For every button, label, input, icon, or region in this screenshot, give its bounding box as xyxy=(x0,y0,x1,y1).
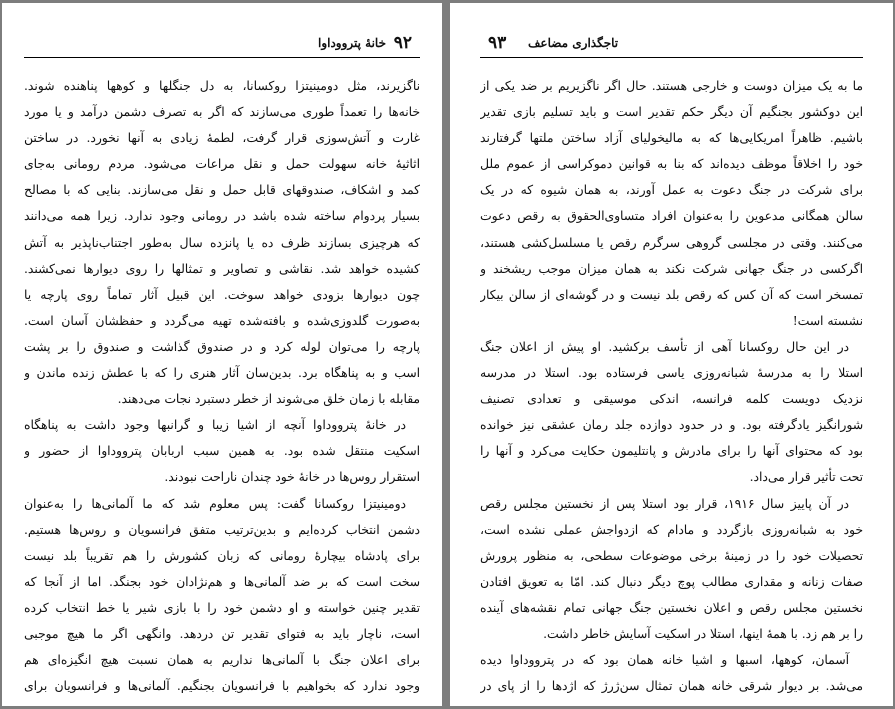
text-line: پارچه را می‌توان لوله کرد و در صندوق گذاشت و صندوق را بر پشت xyxy=(24,339,420,354)
text-line: خانه‌ها را تعمداً طوری می‌سازند که اگر به تصرف دشمن درآمد و یا مورد xyxy=(24,105,420,120)
paragraph xyxy=(480,647,863,699)
text-line: چون دیوارها بزودی خواهد سوخت. این قبیل آثار تماماً روی پارچه یا xyxy=(24,287,420,302)
text-line: سخت است که بر ضد آلمانی‌ها و هم‌نژادان خود بجنگد. اما از آنجا که xyxy=(24,574,420,589)
text-line: تقدیر چنین خواسته و او دشمن خود را با بازی شیر یا خط انتخاب کرده xyxy=(24,600,420,615)
text-line: صفات زنانه و مقداری مطالب پوچ دیگر دنبال کند. امّا به تعویق افتادن xyxy=(480,574,863,589)
text-line: اثاثیهٔ خانه سهولت حمل و نقل مراعات می‌شود. مردم رومانی به‌جای xyxy=(24,157,420,172)
text-line: برای اعلان جنگ با آلمانی‌ها نداریم به همان نسبت هیچ انگیزه‌ای هم xyxy=(24,653,420,668)
right-page-header xyxy=(480,33,863,58)
text-line: اسکیت منتقل شده بود. به همین سبب اربابان پترووداوا از حضور و xyxy=(24,444,420,459)
text-line: نشسته است! xyxy=(792,313,863,328)
text-line: شورانگیز یادگرفته بود. و در حدود دوازده جلد رمان عشقی نیز خوانده xyxy=(480,418,863,433)
text-line: تمسخر است که آن کس که رقص بلد نیست و در گوشه‌ای از سالن بیکار xyxy=(480,287,863,302)
text-line: به‌صورت گلدوزی‌شده و بافته‌شده تهیه می‌گردد و حفظشان آسان است. xyxy=(24,313,420,328)
text-line: ناگزیرند، مثل دومینیتزا روکسانا، به دل جنگلها و کوهها پناهنده شوند. xyxy=(24,79,420,93)
paragraph xyxy=(24,412,420,490)
paragraph xyxy=(480,491,863,648)
text-line: وجود ندارد که بخواهیم با فرانسویان بجنگیم. آلمانی‌ها و فرانسویان برای xyxy=(24,679,420,694)
text-line: این دوکشور بجنگیم آن دیگر حکم تقدیر است و باید تسلیم بازی تقدیر xyxy=(480,105,863,120)
paragraph xyxy=(480,73,863,334)
text-line: خود به شبانه‌روزی بازگردد و مادام که ازدواجش عملی نشده است، xyxy=(480,522,863,537)
text-line: دشمن انتخاب کرده‌ایم و بدین‌ترتیب متفق فرانسویان و روس‌ها هستیم. xyxy=(24,522,420,537)
text-line: می‌شد. بر دیوار شرقی خانه همان تمثال سن‌ژرژ که اژدها را از پای در xyxy=(480,679,863,694)
paragraph xyxy=(24,491,420,700)
left-page xyxy=(2,3,442,706)
text-line: تحت تأثیر قرار می‌داد. xyxy=(749,470,863,485)
text-line: در آن پاییز سال ۱۹۱۶، قرار بود استلا پس از نخستین مجلس رقص xyxy=(480,496,849,511)
running-title: خانهٔ پترووداوا xyxy=(317,36,386,50)
text-line: ما به یک میزان دوست و خارجی هستند. حال اگر ناگزیریم بر ضد یکی از xyxy=(480,79,863,93)
text-line: سالن همگانی مدعوین را به‌عنوان افراد متساوی‌الحقوق به رقص دعوت xyxy=(480,209,863,224)
left-page-header xyxy=(24,33,420,58)
text-line: که هرچیزی بسازند ظرف ده یا پانزده سال به‌طور اجتناب‌ناپذیر به آتش xyxy=(24,235,420,250)
paragraph xyxy=(480,334,863,491)
text-line: تحصیلات خود را در زمینهٔ برخی موضوعات سطحی، به منظور پرورش xyxy=(480,548,863,563)
text-line: در این حال روکسانا آهی از تأسف برکشید. او پیش از اعلان جنگ xyxy=(480,339,849,354)
text-line: غارت و آتش‌سوزی قرار گرفت، لطمهٔ زیادی به آنها نخورد. در ساختن xyxy=(24,131,420,146)
page-number: ۹۲ xyxy=(393,33,412,53)
text-line: خود را اخلاقاً موظف دیده‌اند که بنا به قوانین دموکراسی از عموم ملل xyxy=(480,157,863,172)
text-line: استقرار روس‌ها در خانهٔ خود چندان ناراحت نبودند. xyxy=(164,470,420,485)
text-line: بسیار پردوام ساخته شده باشد در رومانی وجود ندارد. زیرا همه می‌دانند xyxy=(24,209,420,224)
text-line: می‌کنند. وقتی در مجلسی گروهی سرگرم رقص یا مسلسل‌کشی هستند، xyxy=(480,235,863,250)
text-line: نخستین مجلس رقص و اعلان نخستین جنگ جهانی تمام نقشه‌های آینده xyxy=(480,600,863,615)
running-title: تاجگذاری مضاعف xyxy=(528,36,619,50)
text-line: را بر هم زد. با همهٔ اینها، استلا در اسکیت آسایش خاطر داشت. xyxy=(543,626,863,641)
right-page xyxy=(450,3,893,706)
text-line: است، ناچار باید به فتوای تقدیر تن دردهد. وانگهی اگر ما هیچ موجبی xyxy=(24,626,420,641)
text-line: مقابله با زمان خلق می‌شوند از خطر دستبرد نجات می‌دهند. xyxy=(117,392,420,407)
text-line: نزدیک دویست کلمه فرانسه، اندکی موسیقی و تعدادی تصنیف xyxy=(480,392,863,407)
page-number: ۹۳ xyxy=(488,33,507,53)
text-line: دومینیتزا روکسانا گفت: پس معلوم شد که ما آلمانی‌ها را به‌عنوان xyxy=(24,496,406,511)
text-line: باشیم. ظاهراً امریکایی‌ها که به مالیخولیای آزاد ساختن ملتها گرفتارند xyxy=(480,131,863,146)
text-line: کشیده خواهد شد. نقاشی و تصاویر و تمثالها را روی دیوارها نمی‌کشند. xyxy=(24,261,420,276)
text-line: استلا را به مدرسهٔ شبانه‌روزی یاسی فرستاده بود. استلا در مدرسه xyxy=(480,366,863,381)
text-line: در خانهٔ پترووداوا آنچه از اشیا زیبا و گرانبها وجود داشت به پناهگاه xyxy=(24,418,406,433)
text-line: اگرکسی در جنگ جهانی شرکت نکند به همان میزان موجب ریشخند و xyxy=(480,261,863,276)
right-page-body xyxy=(480,73,863,699)
text-line: اسب و به پناهگاه برد. بدین‌سان آثار هنری را که با عطش زنده ماندن و xyxy=(24,366,420,381)
paragraph xyxy=(24,73,420,412)
text-line: کمد و اشکاف، صندوقهای قابل حمل و نقل می‌سازند. بنایی که با مصالح xyxy=(24,183,420,198)
text-line: برای پادشاه بیچارهٔ رومانی که زبان کشورش را هم تقریباً بلد نیست xyxy=(24,548,420,563)
text-line: آسمان، کوهها، اسبها و اشیا خانه همان بود که در پترووداوا دیده xyxy=(480,653,849,668)
text-line: برای شرکت در جنگ دعوت به عمل آورند، به همان شیوه که در یک xyxy=(480,183,863,198)
left-page-body xyxy=(24,73,420,699)
text-line: بود که محتوای آنها را برای مادرش و پانتلیمون حکایت می‌کرد و آنها را xyxy=(480,444,863,459)
